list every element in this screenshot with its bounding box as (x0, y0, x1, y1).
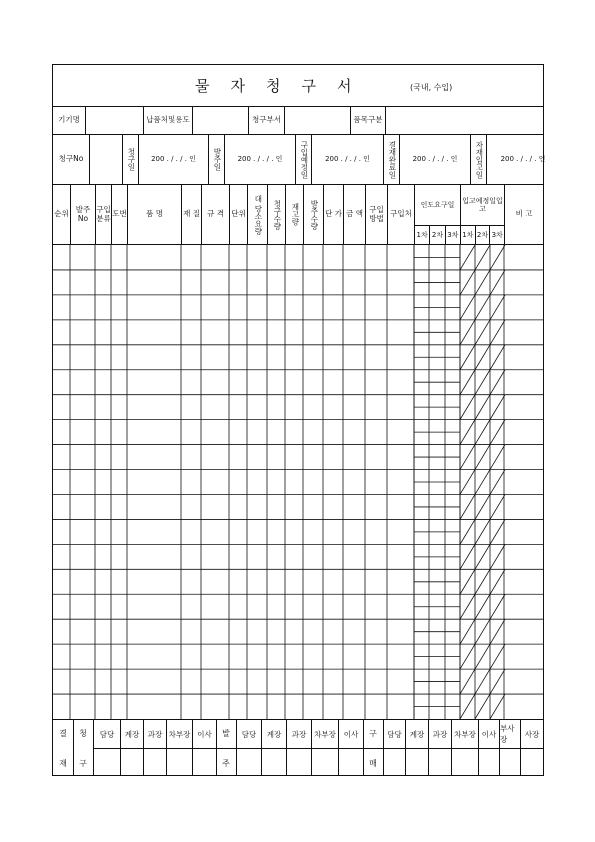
col-header-purchase-type: 구입분류 (95, 185, 111, 244)
grid-diagonal (475, 245, 490, 270)
grid-diagonal (490, 470, 505, 495)
grid-diagonal (490, 619, 505, 644)
col-header-seq: 순위 (54, 209, 69, 219)
grid-diagonal (490, 445, 505, 470)
grid-diagonal (490, 494, 505, 519)
label-delivery-purpose: 납품처및용도 (143, 107, 192, 134)
info-row-2 (53, 135, 546, 185)
field-date-1[interactable]: 200 . / . / . 인 (138, 135, 208, 184)
field-date-5[interactable]: 200 . / . / . 인 (486, 135, 559, 184)
label-date-4: 결재완료일 (383, 135, 399, 184)
request-role-1: 담당 (93, 720, 120, 748)
col-header-price: 단 가 (323, 185, 343, 244)
label-item-category: 품목구분 (350, 107, 385, 134)
col-header-request-qty: 청구수량 (267, 185, 285, 244)
field-item-category[interactable] (385, 107, 543, 134)
grid-diagonal (460, 544, 475, 569)
grid-diagonal (475, 619, 490, 644)
grid-diagonal (460, 395, 475, 420)
request-role-4: 차부장 (166, 720, 192, 748)
grid-diagonal (490, 420, 505, 445)
grid-diagonal (475, 569, 490, 594)
order-sign-4[interactable] (311, 748, 338, 776)
order-char-1: 발 (222, 729, 230, 738)
grid-diagonal (490, 644, 505, 669)
grid-diagonal (490, 320, 505, 345)
col-header-remark: 비 고 (504, 185, 543, 244)
grid-diagonal (490, 370, 505, 395)
order-role-3: 과장 (286, 720, 311, 748)
order-sign-1[interactable] (236, 748, 261, 776)
col-header-vendor: 구입처 (387, 185, 414, 244)
item-table-grid (53, 245, 543, 719)
grid-diagonal (460, 370, 475, 395)
col-subheader-delivery-3: 3차 (445, 226, 460, 244)
field-date-2[interactable]: 200 . / . / . 인 (224, 135, 295, 184)
grid-diagonal (490, 569, 505, 594)
col-header-stock-qty: 재고량 (285, 185, 303, 244)
request-sign-3[interactable] (143, 748, 166, 776)
purchase-sign-7[interactable] (520, 748, 543, 776)
grid-diagonal (475, 295, 490, 320)
grid-diagonal (460, 445, 475, 470)
grid-diagonal (490, 270, 505, 295)
grid-diagonal (475, 494, 490, 519)
field-request-dept[interactable] (284, 107, 350, 134)
grid-diagonal (460, 494, 475, 519)
label-request-no: 청구No (58, 154, 84, 164)
field-date-4[interactable]: 200 . / . / . 인 (399, 135, 470, 184)
purchase-role-5: 이사 (478, 720, 499, 748)
table-header (53, 185, 543, 245)
grid-diagonal (490, 669, 505, 694)
grid-diagonal (460, 420, 475, 445)
col-header-order-qty: 발주수량 (303, 185, 323, 244)
request-char-1: 청 (79, 729, 87, 738)
request-sign-1[interactable] (93, 748, 120, 776)
order-role-2: 계장 (261, 720, 286, 748)
grid-diagonal (460, 295, 475, 320)
request-sign-4[interactable] (166, 748, 192, 776)
purchase-sign-6[interactable] (499, 748, 520, 776)
requisition-form (52, 64, 544, 776)
grid-diagonal (460, 270, 475, 295)
col-header-spec: 규 격 (201, 185, 229, 244)
purchase-char-1: 구 (369, 729, 377, 738)
order-sign-2[interactable] (261, 748, 286, 776)
col-header-order-no: 발주No (70, 185, 95, 244)
approval-char-2: 재 (59, 759, 67, 768)
request-sign-5[interactable] (192, 748, 216, 776)
grid-diagonal (490, 519, 505, 544)
request-role-5: 이사 (192, 720, 216, 748)
grid-diagonal (490, 544, 505, 569)
grid-diagonal (460, 669, 475, 694)
grid-diagonal (475, 345, 490, 370)
grid-diagonal (475, 420, 490, 445)
purchase-role-3: 과장 (428, 720, 451, 748)
col-header-unit: 단위 (229, 185, 247, 244)
col-header-drawing: 도번 (111, 185, 127, 244)
grid-diagonal (475, 544, 490, 569)
col-header-material: 재 질 (181, 185, 201, 244)
grid-diagonal (460, 594, 475, 619)
grid-diagonal (475, 694, 490, 719)
purchase-char-2: 매 (369, 759, 377, 768)
label-request-dept: 청구부서 (248, 107, 284, 134)
form-title (53, 65, 543, 107)
field-delivery-purpose[interactable] (192, 107, 248, 134)
grid-diagonal (460, 694, 475, 719)
col-header-qty-per: 대 당소요량 (247, 185, 267, 244)
grid-diagonal (490, 395, 505, 420)
purchase-sign-5[interactable] (478, 748, 499, 776)
grid-diagonal (460, 569, 475, 594)
field-request-no[interactable] (89, 135, 122, 184)
order-role-4: 차부장 (311, 720, 338, 748)
grid-diagonal (475, 370, 490, 395)
purchase-sign-4[interactable] (451, 748, 478, 776)
grid-diagonal (475, 519, 490, 544)
grid-diagonal (475, 395, 490, 420)
field-date-3[interactable]: 200 . / . / . 인 (311, 135, 383, 184)
grid-diagonal (475, 669, 490, 694)
purchase-sign-2[interactable] (405, 748, 428, 776)
purchase-sign-1[interactable] (383, 748, 405, 776)
order-char-2: 주 (222, 759, 230, 768)
info-row-1 (53, 107, 543, 135)
order-sign-5[interactable] (338, 748, 363, 776)
label-date-1: 청구일 (122, 135, 138, 184)
col-header-method: 구입방법 (365, 185, 387, 244)
request-role-2: 계장 (120, 720, 143, 748)
order-sign-3[interactable] (286, 748, 311, 776)
grid-diagonal (475, 320, 490, 345)
grid-diagonal (460, 644, 475, 669)
grid-diagonal (490, 694, 505, 719)
grid-diagonal (475, 445, 490, 470)
col-subheader-receipt-2: 2차 (475, 226, 490, 244)
order-role-1: 담당 (236, 720, 261, 748)
request-char-2: 구 (79, 759, 87, 768)
form-title-sub: (국내, 수입) (410, 83, 453, 92)
col-subheader-delivery-1: 1차 (416, 231, 428, 240)
grid-diagonal (475, 644, 490, 669)
label-device-name: 기기명 (58, 115, 80, 125)
col-subheader-delivery-2: 2차 (429, 226, 444, 244)
col-subheader-receipt-3: 3차 (489, 226, 504, 244)
purchase-role-2: 계장 (405, 720, 428, 748)
approval-char-1: 결 (59, 729, 67, 738)
grid-diagonal (475, 470, 490, 495)
label-date-3: 구입예정일 (295, 135, 311, 184)
form-title-main: 물자청구서 (195, 77, 373, 95)
col-subheader-receipt-1: 1차 (462, 231, 474, 240)
col-header-amount: 금 액 (343, 185, 365, 244)
purchase-role-6: 부사장 (499, 720, 520, 748)
request-role-3: 과장 (143, 720, 166, 748)
grid-diagonal (460, 519, 475, 544)
field-device-name[interactable] (85, 107, 143, 134)
grid-diagonal (490, 594, 505, 619)
col-header-receipt: 입고예정일입고 1차 2차 3차 (460, 185, 504, 244)
grid-diagonal (460, 619, 475, 644)
label-date-2: 발주일 (208, 135, 224, 184)
grid-diagonal (475, 594, 490, 619)
grid-diagonal (460, 245, 475, 270)
purchase-sign-3[interactable] (428, 748, 451, 776)
approval-footer (53, 719, 543, 775)
purchase-role-7: 사장 (520, 720, 543, 748)
label-date-5: 자재입고일 (470, 135, 486, 184)
order-role-5: 이사 (338, 720, 363, 748)
purchase-role-4: 차부장 (451, 720, 478, 748)
col-header-name: 품 명 (127, 185, 181, 244)
col-header-delivery: 인도요구일 1차 2차 3차 (414, 185, 460, 244)
grid-diagonal (460, 320, 475, 345)
footer-divider (93, 748, 543, 749)
grid-diagonal (490, 295, 505, 320)
grid-diagonal (475, 270, 490, 295)
grid-diagonal (460, 345, 475, 370)
request-sign-2[interactable] (120, 748, 143, 776)
grid-diagonal (490, 245, 505, 270)
grid-diagonal (490, 345, 505, 370)
grid-diagonal (460, 470, 475, 495)
purchase-role-1: 담당 (383, 720, 405, 748)
